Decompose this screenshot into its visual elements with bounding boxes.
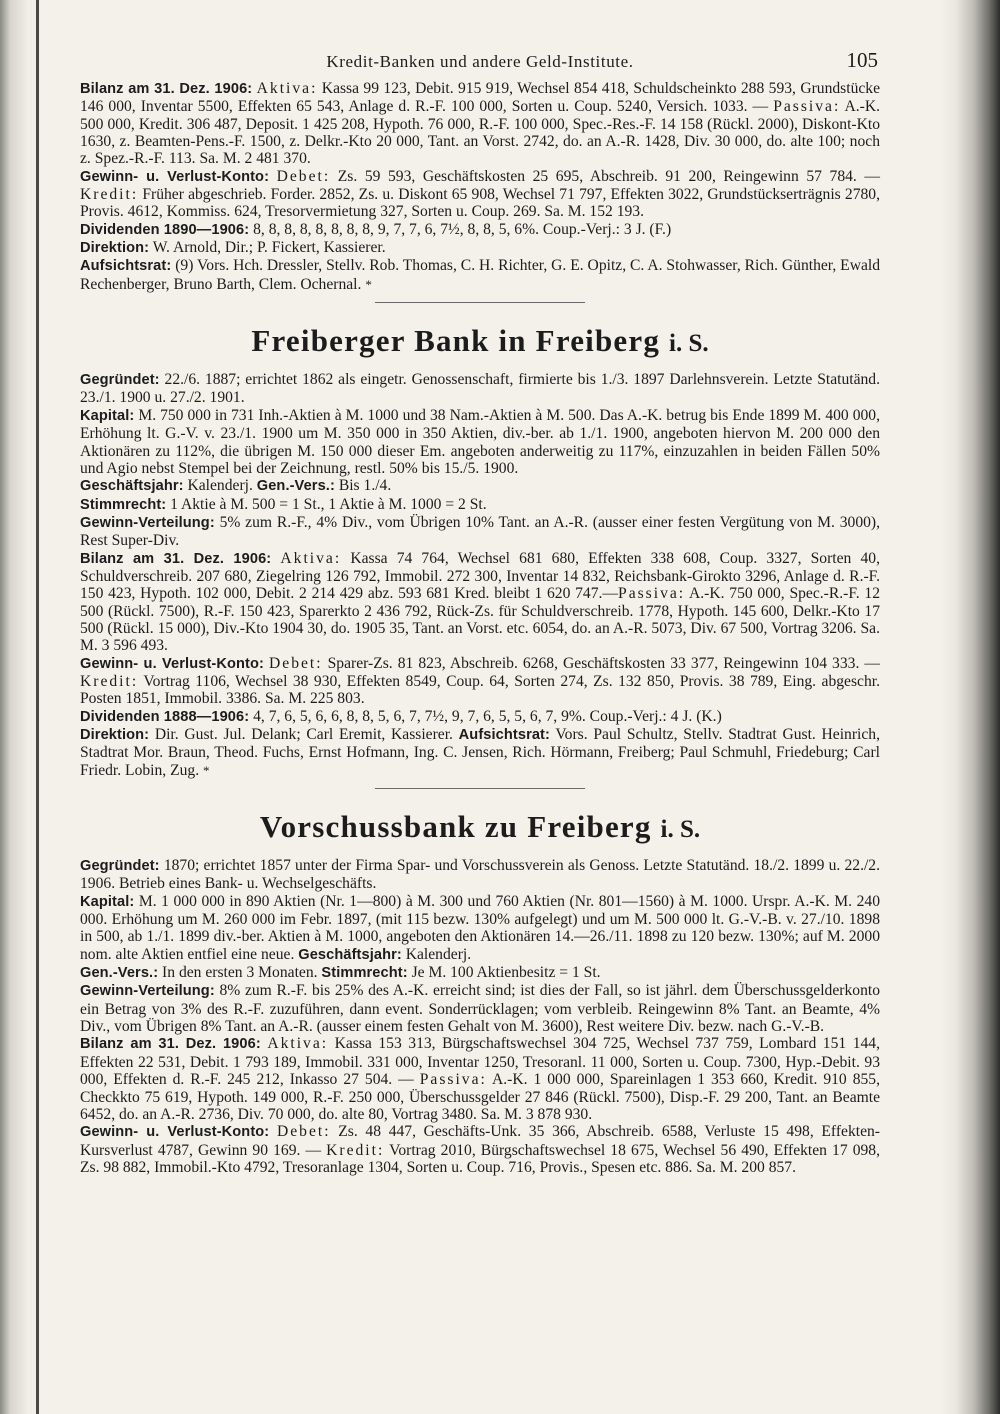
paragraph-text xyxy=(269,1123,277,1140)
entry-label: Stimmrecht: xyxy=(80,496,167,513)
spaced-label: Debet: xyxy=(276,167,331,185)
spaced-label: Passiva: xyxy=(419,1071,487,1089)
paragraph-text: 1870; errichtet 1857 unter der Firma Spar- und Vorschussverein als Genoss. Letzte Statutänd. 18./2. 1899 u. 22./2. 1906. Betrieb eines Bank- u. Wechselgeschäfts. xyxy=(80,857,880,893)
entry-label: Gegründet: xyxy=(80,858,160,875)
spaced-label: Aktiva: xyxy=(280,549,342,567)
paragraph-text: Früher abgeschrieb. Forder. 2852, Zs. u. Diskont 65 908, Wechsel 71 797, Effekten 3022, Grundstückserträgnis 2780, Provis. 4612, Kommiss. 624, Tresorvermietung 327, Sorten u. Coup. 269. Sa. M. 152 193. xyxy=(80,186,880,221)
spaced-label: Aktiva: xyxy=(267,1035,329,1053)
spaced-label: Debet: xyxy=(269,654,323,672)
paragraph-text: Kalenderj. xyxy=(183,477,257,495)
section-divider xyxy=(375,302,585,303)
paragraph-text: M. 750 000 in 731 Inh.-Aktien à M. 1000 und 38 Nam.-Aktien à M. 500. Das A.-K. betrug bis Ende 1899 M. 400 000, Erhöhung lt. G.-V. v. 23./1. 1900 um M. 350 000 in 350 Aktien, div.-ber. ab 1./1. 1900, angeboten hiervon M. 200 000 den Aktionären zu 112%, die übrigen M. 150 000 dieser Em. angeboten anderweitig zu 117%, einzuzahlen in beiden Fällen 50% und Agio nebst Stempel bei der Zeichnung, restl. 50% bis 15./5. 1900. xyxy=(80,406,880,477)
paragraph xyxy=(80,514,880,550)
spaced-label: Passiva: xyxy=(618,585,686,603)
paragraph-text: Bis 1./4. xyxy=(334,477,392,495)
paragraph xyxy=(80,1123,880,1176)
paragraph-text: Vortrag 2010, Bürgschaftswechsel 18 675, Wechsel 56 490, Effekten 17 098, Zs. 98 882, Immobil.-Kto 4792, Tresoranlage 1304, Sorten u. Coup. 716, Provis., Spesen etc. 886. Sa. M. 200 857. xyxy=(80,1141,880,1176)
paragraph-text: W. Arnold, Dir.; P. Fickert, Kassierer. xyxy=(149,239,386,257)
paragraph-text: 8, 8, 8, 8, 8, 8, 8, 8, 9, 7, 7, 6, 7½, 8, 8, 5, 6%. Coup.-Verj.: 3 J. (F.) xyxy=(249,220,672,238)
section-title-suffix: i. S. xyxy=(660,816,701,844)
entry-label: Kapital: xyxy=(80,407,135,424)
entry-label: Direktion: xyxy=(80,240,150,257)
paragraph-text: M. 1 000 000 in 890 Aktien (Nr. 1—800) à M. 300 und 760 Aktien (Nr. 801—1560) à M. 1000. Urspr. A.-K. M. 240 000. Erhöhung um M. 260 000 im Febr. 1897, (mit 115 bezw. 130% aufgelegt) und um M. 500 000 lt. G.-V.-B. v. 27./10. 1898 in 500, ab 1./1. 1899 div.-ber. Aktien à M. 1000, angeboten den Aktionären 14.—26./11. 1898 zu 120 bezw. 130%; auf M. 2000 nom. alte Aktien entfiel eine neue. xyxy=(80,892,880,963)
section-title-suffix: i. S. xyxy=(669,330,709,358)
paragraph xyxy=(80,655,880,708)
paragraph xyxy=(80,80,880,168)
paragraph xyxy=(80,708,880,726)
paragraph-text: 4, 7, 6, 5, 6, 6, 8, 8, 5, 6, 7, 7½, 9, 7, 6, 5, 5, 6, 7, 9%. Coup.-Verj.: 4 J. (K.) xyxy=(249,707,722,725)
section-divider xyxy=(375,788,585,789)
paragraph-text: A.-K. 750 000, Spec.-R.-F. 12 500 (Rückl. 7500), R.-F. 150 423, Sparerkto 2 436 792, Rück-Zs. für Schuldverschreib. 1778, Hypoth. 145 600, Delkr.-Kto 17 500 (Rückl. 15 000), Div.-Kto 1904 30, do. 1905 35, Tant. an Vorst. etc. 6054, do. an A.-R. 5073, Div. 67 500, Vortrag 3206. Sa. M. 3 596 493. xyxy=(80,585,880,655)
paragraph-text: Vortrag 1106, Wechsel 38 930, Effekten 8549, Coup. 64, Sorten 274, Zs. 132 850, Provis. 38 789, Eing. abgeschr. Posten 1851, Immobil. 3386. Sa. M. 225 803. xyxy=(80,672,880,708)
paragraph xyxy=(80,964,880,982)
entry-label: Dividenden 1888—1906: xyxy=(80,708,250,725)
entry-label: Dividenden 1890—1906: xyxy=(80,221,250,238)
paragraph-text: Zs. 59 593, Geschäftskosten 25 695, Abschreib. 91 200, Reingewinn 57 784. — xyxy=(330,167,880,185)
paragraph xyxy=(80,893,880,964)
entry-label: Kapital: xyxy=(80,893,135,910)
paragraph xyxy=(80,257,880,293)
spaced-label: Kredit: xyxy=(326,1141,385,1159)
page-number: 105 xyxy=(846,48,878,72)
paragraph-text: In den ersten 3 Monaten. xyxy=(158,964,322,982)
paragraph-text: Kassa 99 123, Debit. 915 919, Wechsel 854 418, Schuldscheinkto 288 593, Grundstücke 146 000, Inventar 5500, Effekten 65 543, Anlage d. R.-F. 100 000, Sorten u. Coup. 5240, Versich. 1033. — xyxy=(80,80,881,116)
paragraph xyxy=(80,496,880,514)
entry-label: Aufsichtsrat: xyxy=(458,727,550,743)
entry-label: Gen.-Vers.: xyxy=(256,478,335,495)
spaced-label: Aktiva: xyxy=(256,80,318,97)
section-title-name: Freiberger Bank in Freiberg xyxy=(251,323,661,359)
paragraph-text: 1 Aktie à M. 500 = 1 St., 1 Aktie à M. 1000 = 2 St. xyxy=(166,495,487,513)
page xyxy=(80,40,880,1176)
scan-right-edge xyxy=(940,0,1000,1414)
paragraph-text: 8% zum R.-F. bis 25% des A.-K. erreicht sind; ist dies der Fall, so ist jährl. dem Überschussgelderkonto ein Betrag von 3% des R.-F. zuzuführen, dann event. Sonderrücklagen; vom verbleib. Reingewinn 8% Tant. an Beamte, 4% Div., vom Übrigen 8% Tant. an A.-R. (ausser einem festen Gehalt von M. 3600), Rest weitere Div. bezw. nach G.-V.-B. xyxy=(80,982,880,1036)
paragraph-text: Sparer-Zs. 81 823, Abschreib. 6268, Geschäftskosten 33 377, Reingewinn 104 333. — xyxy=(322,654,880,672)
section-title xyxy=(80,809,880,845)
paragraph xyxy=(80,407,880,477)
entry-label: Direktion: xyxy=(80,727,150,743)
paragraph xyxy=(80,550,880,655)
content xyxy=(80,80,880,1176)
end-mark: * xyxy=(203,762,210,778)
running-title: Kredit-Banken und andere Geld-Institute. xyxy=(326,52,634,71)
entry-label: Gewinn-Verteilung: xyxy=(80,983,215,1000)
entry-section xyxy=(80,857,880,1176)
entry-label: Geschäftsjahr: xyxy=(298,946,402,963)
paragraph xyxy=(80,239,880,257)
paragraph-text: Zs. 48 447, Geschäfts-Unk. 35 366, Abschreib. 6588, Verluste 15 498, Effekten-Kursverlust 4787, Gewinn 90 169. — xyxy=(80,1123,880,1159)
paragraph xyxy=(80,1035,880,1123)
paragraph-text: Kalenderj. xyxy=(401,945,472,963)
entry-label: Bilanz am 31. Dez. 1906: xyxy=(80,81,253,97)
scan-left-binding xyxy=(36,0,39,1414)
entry-section xyxy=(80,80,880,293)
scan-left-edge xyxy=(0,0,50,1414)
entry-section xyxy=(80,371,880,779)
entry-label: Bilanz am 31. Dez. 1906: xyxy=(80,550,272,567)
paragraph-text: Je M. 100 Aktienbesitz = 1 St. xyxy=(407,964,601,982)
paragraph-text: Dir. Gust. Jul. Delank; Carl Eremit, Kassierer. xyxy=(149,726,459,743)
paragraph xyxy=(80,477,880,495)
spaced-label: Debet: xyxy=(276,1123,331,1141)
spaced-label: Kredit: xyxy=(80,672,139,690)
running-head xyxy=(80,40,880,80)
paragraph xyxy=(80,221,880,239)
paragraph-text: (9) Vors. Hch. Dressler, Stellv. Rob. Thomas, C. H. Richter, G. E. Opitz, C. A. Stohwasser, Rich. Günther, Ewald Rechenberger, Bruno Barth, Clem. Ochernal. xyxy=(80,257,880,293)
entry-label: Bilanz am 31. Dez. 1906: xyxy=(80,1036,261,1053)
paragraph-text: 5% zum R.-F., 4% Div., vom Übrigen 10% Tant. an A.-R. (ausser einer festen Vergütung von M. 3000), Rest Super-Div. xyxy=(80,513,880,550)
entry-label: Gewinn- u. Verlust-Konto: xyxy=(80,168,270,185)
paragraph xyxy=(80,726,880,779)
paragraph-text: Kassa 74 764, Wechsel 681 680, Effekten 338 608, Coup. 3327, Sorten 40, Schuldverschreib. 207 680, Ziegelring 126 792, Immobil. 272 300, Inventar 14 832, Reichsbank-Girokto 3296, Anlage d. R.-F. 150 423, Hypoth. 102 000, Debit. 2 214 429 abz. 593 681 Kred. bleibt 1 620 747.— xyxy=(80,549,880,603)
entry-label: Geschäftsjahr: xyxy=(80,478,184,495)
entry-label: Gewinn- u. Verlust-Konto: xyxy=(80,655,264,672)
paragraph-text xyxy=(269,168,277,185)
paragraph xyxy=(80,371,880,407)
section-title-name: Vorschussbank zu Freiberg xyxy=(259,809,652,845)
entry-label: Gen.-Vers.: xyxy=(80,965,159,982)
paragraph xyxy=(80,168,880,221)
paragraph-text: 22./6. 1887; errichtet 1862 als eingetr. Genossenschaft, firmierte bis 1./3. 1897 Darlehnsverein. Letzte Statutänd. 23./1. 1900 u. 27./2. 1901. xyxy=(80,371,880,407)
spaced-label: Kredit: xyxy=(80,186,139,204)
paragraph-text: A.-K. 1 000 000, Spareinlagen 1 353 660, Kredit. 910 855, Checkkto 75 619, Hypoth. 149 000, R.-F. 250 000, Überschussgelder 27 846 (Rückl. 7500), Disp.-F. 29 200, Tant. an Beamte 6452, do. an A.-R. 2736, Div. 70 000, do. alte 80, Vortrag 3480. Sa. M. 3 878 930. xyxy=(80,1071,880,1123)
end-mark: * xyxy=(365,276,372,292)
paragraph-text: Vors. Paul Schultz, Stellv. Stadtrat Gust. Heinrich, Stadtrat Mor. Braun, Theod. Fuchs, Ernst Hofmann, Ing. C. Jensen, Rich. Hörmann, Freiberg; Paul Schmuhl, Friedeburg; Carl Friedr. Lobin, Zug. xyxy=(80,726,880,779)
entry-label: Aufsichtsrat: xyxy=(80,258,172,275)
section-title xyxy=(80,323,880,359)
entry-label: Gegründet: xyxy=(80,372,160,389)
entry-label: Gewinn- u. Verlust-Konto: xyxy=(80,1124,270,1141)
paragraph xyxy=(80,857,880,893)
spaced-label: Passiva: xyxy=(773,98,841,116)
paragraph xyxy=(80,982,880,1035)
paragraph-text: A.-K. 500 000, Kredit. 306 487, Deposit. 1 425 208, Hypoth. 76 000, R.-F. 100 000, Spec.-Res.-F. 14 158 (Rückl. 2000), Diskont-Kto 1630, z. Beamten-Pens.-F. 1500, z. Delkr.-Kto 20 000, Tant. an Vorst. 2742, do. an A.-R. 1428, Div. 30 000, do. alte 100; noch z. Spez.-R.-F. 113. Sa. M. 2 481 370. xyxy=(80,98,880,168)
paragraph-text: Kassa 153 313, Bürgschaftswechsel 304 725, Wechsel 737 759, Lombard 151 144, Effekten 22 531, Debit. 1 793 189, Immobil. 331 000, Inventar 1250, Tresoranl. 11 000, Sorten u. Coup. 7300, Hyp.-Debit. 93 000, Effekten d. R.-F. 245 212, Inkasso 27 504. — xyxy=(80,1035,880,1089)
entry-label: Stimmrecht: xyxy=(321,965,408,982)
entry-label: Gewinn-Verteilung: xyxy=(80,514,215,531)
